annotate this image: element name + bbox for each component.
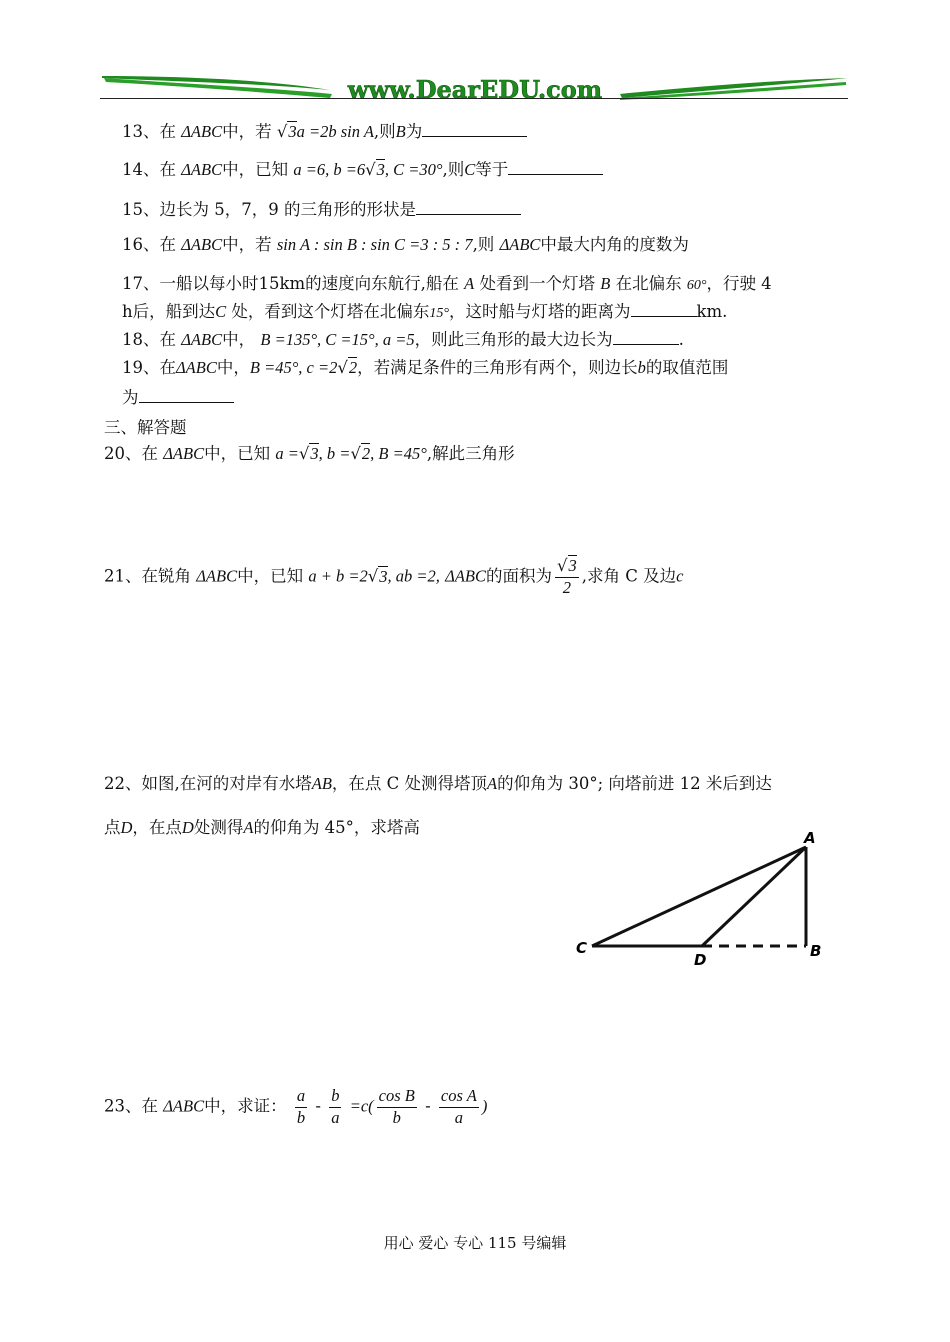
label-D: D [694, 951, 707, 969]
answer-blank[interactable] [416, 198, 521, 215]
header-rule [100, 98, 848, 99]
question-22-line-2: 点D，在点D处测得A的仰角为 45°，求塔高 [104, 818, 420, 837]
area-fraction: $\frac{√3}{2}$ [557, 556, 577, 597]
question-20: 20、在 ΔABC中，已知 a =√3, b =√2, B =45°,解此三角形 [104, 444, 515, 463]
question-13: 13、在 ΔABC中，若 √3a =2b sin A,则B为 [122, 118, 527, 142]
line-DA [702, 847, 806, 946]
question-21: 21、在锐角 ΔABC中，已知 a + b =2√3, ab =2, ΔABC的面积为 $\frac{√3}{2}$ ,求角 C 及边c [104, 556, 684, 597]
tower-figure [570, 825, 830, 970]
question-15: 15、边长为 5，7，9 的三角形的形状是 [122, 196, 521, 220]
question-16: 16、在 ΔABC中，若 sin A : sin B : sin C =3 : 5 : 7,则 ΔABC中最大内角的度数为 [122, 235, 689, 254]
label-A: A [804, 829, 816, 847]
label-C: C [576, 939, 588, 957]
section-title: 三、解答题 [104, 418, 187, 437]
header-logo [100, 64, 850, 112]
site-name: www.DearEDU.com [347, 75, 603, 104]
line-CA [592, 847, 806, 946]
question-19-line-1: 19、在ΔABC中，B =45°, c =2√2，若满足条件的三角形有两个，则边长b的取值范围 [122, 358, 729, 377]
question-17-line-2: h后，船到达C 处，看到这个灯塔在北偏东15°，这时船与灯塔的距离为 km. [122, 302, 728, 321]
answer-blank[interactable] [139, 386, 234, 403]
question-23: 23、在 ΔABC中，求证： $\frac{a}{b}$ - $\frac{b}{a}$ =c( $\frac{\text{cos B}}{b}$ - $\frac{\text{cos A}}{a}$ ) [104, 1086, 488, 1127]
question-19-line-2: 为 [122, 384, 234, 408]
footer: 用心 爱心 专心 115 号编辑 [383, 1234, 567, 1252]
answer-blank[interactable] [422, 120, 527, 137]
question-14: 14、在 ΔABC中，已知 a =6, b =6√3, C =30°,则C等于 [122, 156, 603, 180]
answer-blank[interactable] [613, 328, 679, 345]
header-swoosh [100, 64, 850, 112]
question-22-line-1: 22、如图,在河的对岸有水塔AB，在点 C 处测得塔顶A的仰角为 30°; 向塔前进 12 米后到达 [104, 774, 772, 793]
answer-blank[interactable] [508, 158, 603, 175]
answer-blank[interactable] [631, 300, 697, 317]
question-18: 18、在 ΔABC中， B =135°, C =15°, a =5，则此三角形的最大边长为 . [122, 330, 684, 349]
question-17-line-1: 17、一船以每小时15km的速度向东航行,船在 A 处看到一个灯塔 B 在北偏东 60°，行驶 4 [122, 274, 772, 293]
label-B: B [810, 942, 822, 960]
